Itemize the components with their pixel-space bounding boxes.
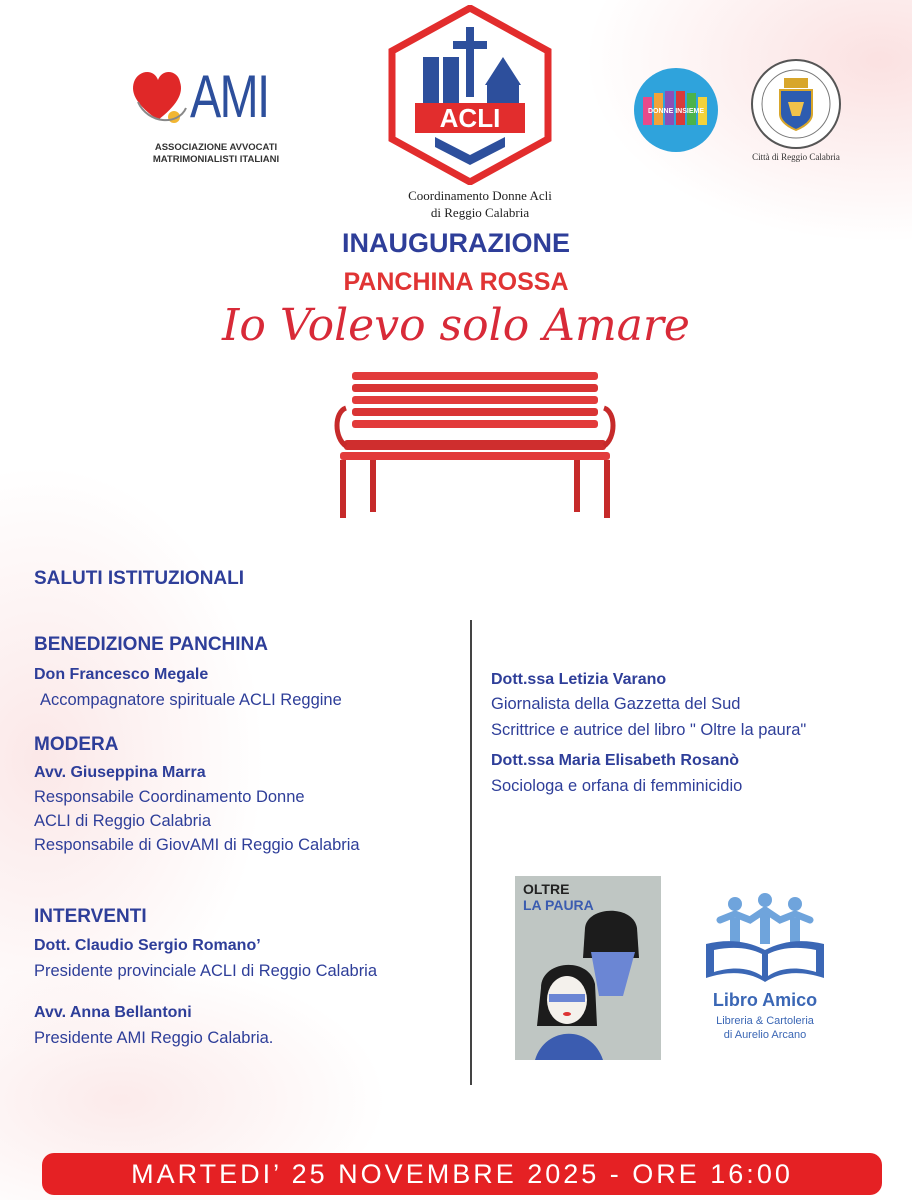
interventi-speaker1-role: Presidente provinciale ACLI di Reggio Calabria: [34, 962, 378, 980]
modera-name: Avv. Giuseppina Marra: [34, 764, 206, 781]
interventi-speaker2-name: Avv. Anna Bellantoni: [34, 1004, 192, 1021]
citta-label: Città di Reggio Calabria: [752, 152, 840, 162]
benedizione-role: Accompagnatore spirituale ACLI Reggine: [40, 691, 342, 709]
citta-reggio-calabria-seal: [750, 58, 842, 150]
svg-text:DONNE INSIEME: DONNE INSIEME: [647, 108, 705, 115]
right-speaker1-role-1: Giornalista della Gazzetta del Sud: [491, 695, 741, 713]
event-tagline: Io Volevo solo Amare: [222, 300, 690, 351]
interventi-speaker2-role: Presidente AMI Reggio Calabria.: [34, 1029, 274, 1047]
benedizione-heading: BENEDIZIONE PANCHINA: [34, 634, 268, 655]
ami-wordmark: AMI: [190, 63, 269, 130]
event-title: INAUGURAZIONE: [342, 228, 570, 258]
right-speaker1-role-2: Scrittrice e autrice del libro " Oltre la paura": [491, 721, 807, 739]
right-speaker2-name: Dott.ssa Maria Elisabeth Rosanò: [491, 752, 740, 769]
column-divider: [470, 620, 472, 1085]
interventi-heading: INTERVENTI: [34, 906, 147, 927]
modera-role-2: ACLI di Reggio Calabria: [34, 812, 212, 830]
ami-logo: [128, 62, 298, 172]
right-speaker2-role: Sociologa e orfana di femminicidio: [491, 777, 743, 795]
svg-text:ACLI: ACLI: [439, 103, 501, 133]
libro-amico-subtitle: Libreria & Cartoleria di Aurelio Arcano: [716, 1015, 814, 1041]
modera-role-1: Responsabile Coordinamento Donne: [34, 788, 305, 806]
right-speaker1-name: Dott.ssa Letizia Varano: [491, 671, 667, 688]
libro-amico-name: Libro Amico: [712, 990, 818, 1010]
donne-insieme-logo: [633, 67, 719, 153]
interventi-speaker1-name: Dott. Claudio Sergio Romano’: [34, 937, 261, 954]
event-date-banner: MARTEDI’ 25 NOVEMBRE 2025 - ORE 16:00: [42, 1153, 882, 1195]
svg-text:LA PAURA: LA PAURA: [523, 897, 594, 913]
acli-logo: [385, 5, 555, 185]
ami-subtitle: ASSOCIAZIONE AVVOCATI MATRIMONIALISTI ITALIANI: [152, 142, 280, 165]
saluti-heading: SALUTI ISTITUZIONALI: [34, 568, 245, 589]
heart-icon: [128, 62, 198, 132]
modera-role-3: Responsabile di GiovAMI di Reggio Calabria: [34, 836, 360, 854]
benedizione-name: Don Francesco Megale: [34, 666, 209, 683]
libro-amico-logo: [690, 890, 840, 1060]
red-bench-illustration: [330, 368, 620, 523]
book-cover-oltre-la-paura: [515, 876, 661, 1060]
event-subtitle: PANCHINA ROSSA: [343, 268, 569, 296]
open-book-icon: [700, 890, 830, 986]
svg-text:OLTRE: OLTRE: [523, 881, 570, 897]
acli-coordination-caption: Coordinamento Donne Acli di Reggio Calabria: [408, 188, 552, 220]
modera-heading: MODERA: [34, 734, 119, 755]
